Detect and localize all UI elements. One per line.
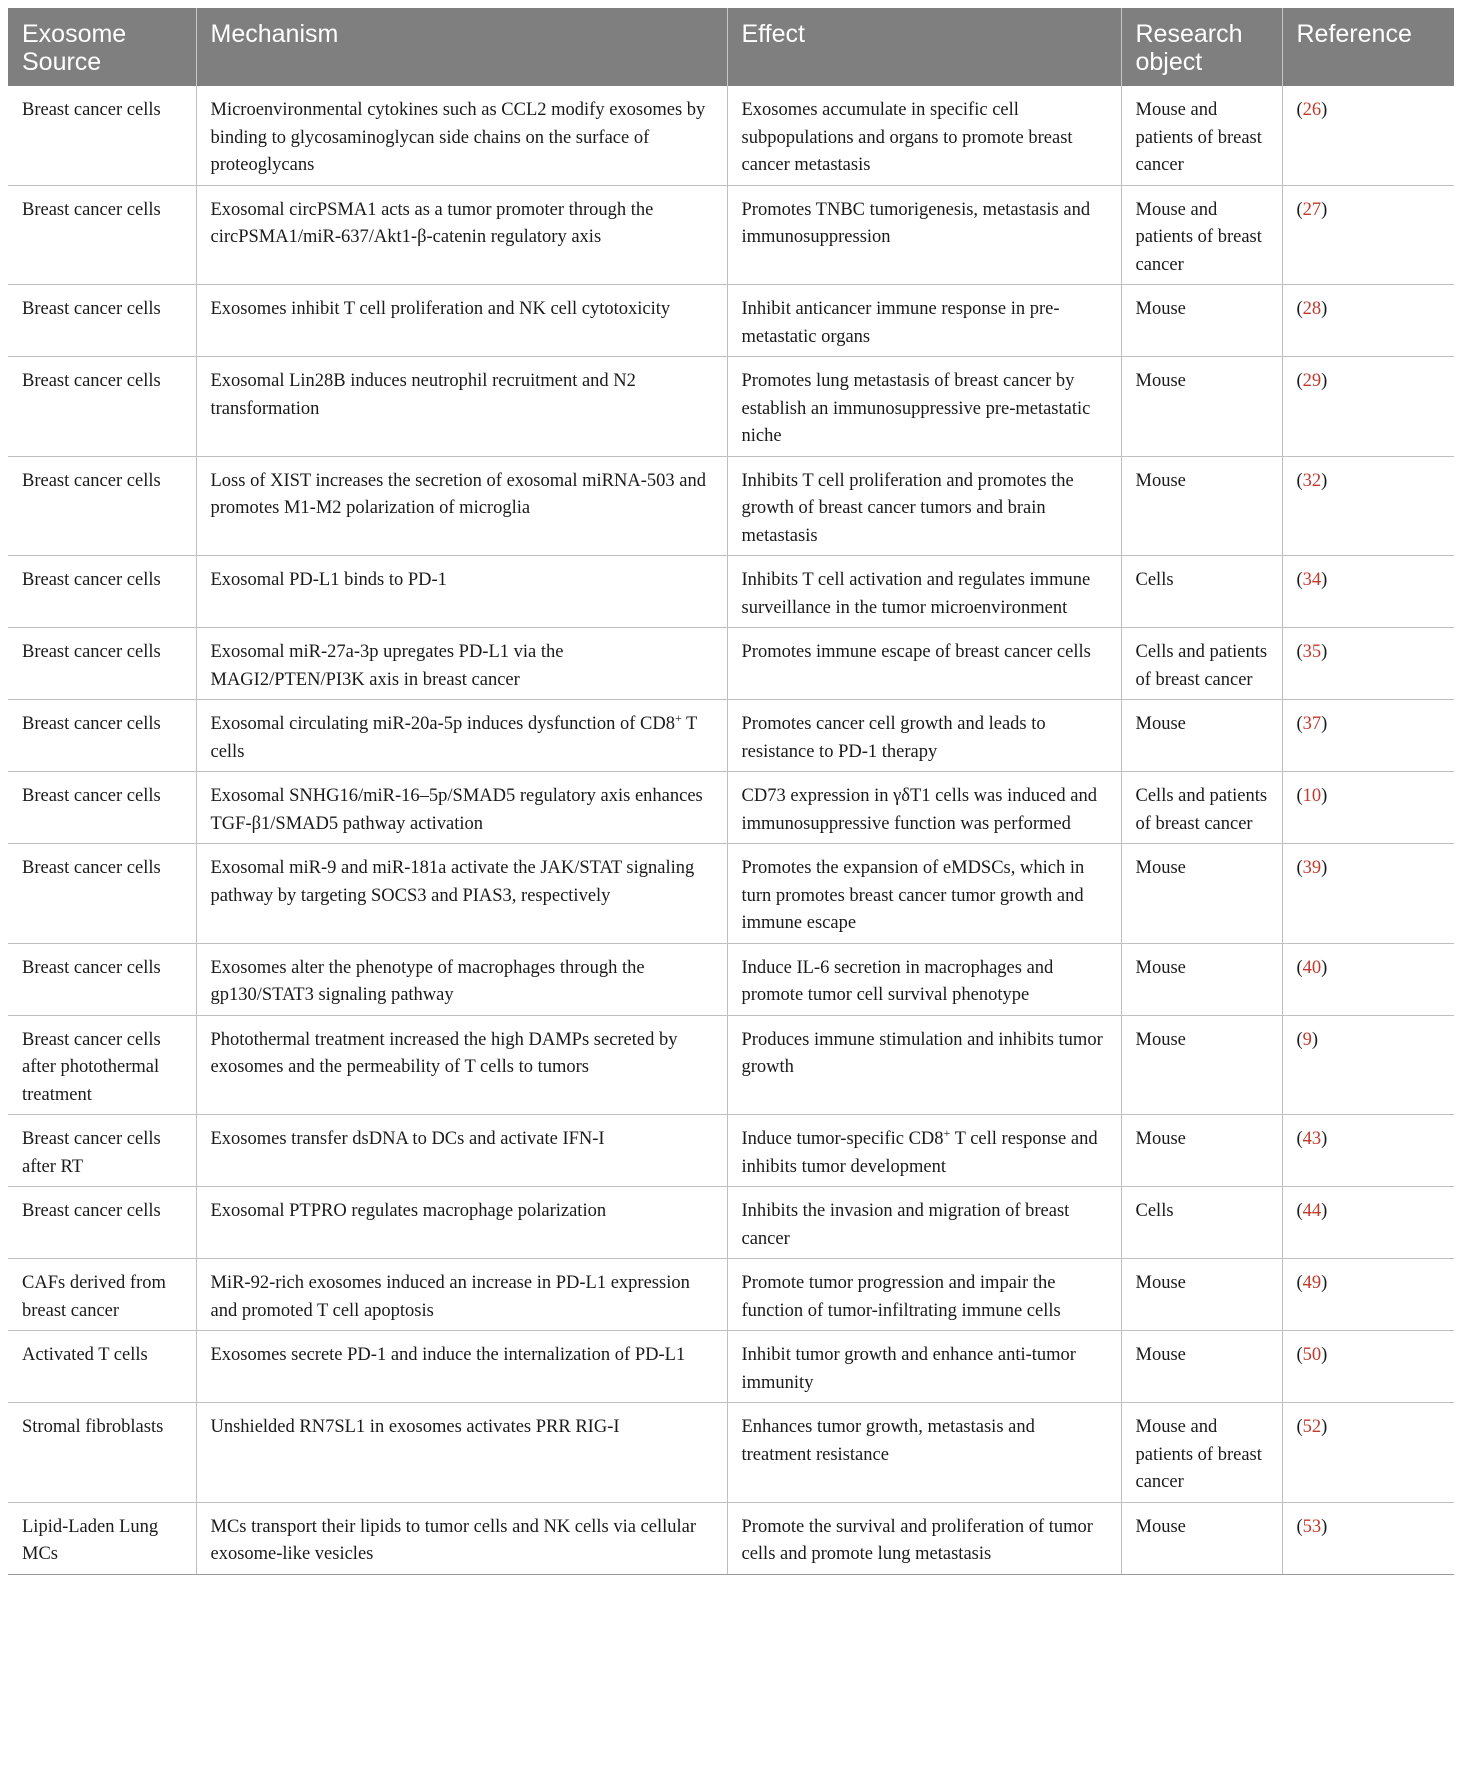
- table-row: [8, 1015, 1454, 1115]
- cell-effect: Inhibit anticancer immune response in pre-metastatic organs: [727, 285, 1121, 357]
- cell-reference: (27): [1282, 185, 1454, 285]
- header-exosome-source: Exosome Source: [8, 8, 196, 86]
- cell-effect: Promote tumor progression and impair the function of tumor-infiltrating immune cells: [727, 1259, 1121, 1331]
- cell-research-object: Cells and patients of breast cancer: [1121, 772, 1282, 844]
- exosome-table: [8, 8, 1454, 1575]
- cell-research-object: Cells and patients of breast cancer: [1121, 628, 1282, 700]
- cell-reference: (39): [1282, 844, 1454, 944]
- table-row: [8, 700, 1454, 772]
- cell-research-object: Mouse and patients of breast cancer: [1121, 1403, 1282, 1503]
- reference-link[interactable]: 27: [1302, 199, 1322, 220]
- cell-mechanism: Exosomal Lin28B induces neutrophil recruitment and N2 transformation: [196, 357, 727, 457]
- header-row: [8, 8, 1454, 86]
- cell-research-object: Mouse: [1121, 1259, 1282, 1331]
- reference-link[interactable]: 40: [1302, 957, 1322, 978]
- cell-effect: [727, 1115, 1121, 1187]
- table-row: [8, 285, 1454, 357]
- cell-source: Activated T cells: [8, 1331, 196, 1403]
- cell-source: Breast cancer cells: [8, 357, 196, 457]
- cell-research-object: Mouse: [1121, 1502, 1282, 1574]
- cell-reference: (9): [1282, 1015, 1454, 1115]
- table-row: [8, 943, 1454, 1015]
- header-reference: Reference: [1282, 8, 1454, 86]
- reference-link[interactable]: 34: [1302, 570, 1322, 590]
- cell-source: Breast cancer cells after RT: [8, 1115, 196, 1187]
- effect-text: Induce tumor-specific CD8: [741, 1129, 944, 1149]
- reference-link[interactable]: 29: [1302, 371, 1322, 391]
- cell-mechanism: MiR-92-rich exosomes induced an increase in PD-L1 expression and promoted T cell apoptosis: [196, 1259, 727, 1331]
- cell-mechanism: Exosomal PD-L1 binds to PD-1: [196, 556, 727, 628]
- table-row: [8, 1259, 1454, 1331]
- table-body: [8, 86, 1454, 1574]
- cell-reference: (49): [1282, 1259, 1454, 1331]
- cell-reference: (29): [1282, 357, 1454, 457]
- superscript-plus: +: [674, 711, 682, 725]
- cell-research-object: Mouse: [1121, 1331, 1282, 1403]
- header-research-object: Research object: [1121, 8, 1282, 86]
- cell-mechanism: Exosomes transfer dsDNA to DCs and activate IFN-I: [196, 1115, 727, 1187]
- cell-research-object: Mouse: [1121, 943, 1282, 1015]
- cell-research-object: Cells: [1121, 1187, 1282, 1259]
- reference-link[interactable]: 32: [1302, 470, 1322, 491]
- table-row: [8, 1115, 1454, 1187]
- table-row: [8, 86, 1454, 185]
- cell-source: Breast cancer cells: [8, 700, 196, 772]
- mechanism-text: Exosomal circulating miR-20a-5p induces dysfunction of CD8: [210, 714, 675, 734]
- cell-source: Breast cancer cells: [8, 844, 196, 944]
- cell-source: Breast cancer cells: [8, 185, 196, 285]
- cell-research-object: Mouse: [1121, 700, 1282, 772]
- cell-reference: (32): [1282, 456, 1454, 556]
- cell-effect: Promotes the expansion of eMDSCs, which in turn promotes breast cancer tumor growth and immune escape: [727, 844, 1121, 944]
- cell-effect: Promotes immune escape of breast cancer cells: [727, 628, 1121, 700]
- cell-research-object: Mouse: [1121, 456, 1282, 556]
- cell-research-object: Mouse and patients of breast cancer: [1121, 185, 1282, 285]
- cell-source: Lipid-Laden Lung MCs: [8, 1502, 196, 1574]
- cell-mechanism: Loss of XIST increases the secretion of exosomal miRNA-503 and promotes M1-M2 polarization of microglia: [196, 456, 727, 556]
- cell-mechanism: Exosomal PTPRO regulates macrophage polarization: [196, 1187, 727, 1259]
- table-row: [8, 1187, 1454, 1259]
- cell-reference: (43): [1282, 1115, 1454, 1187]
- cell-source: Breast cancer cells after photothermal treatment: [8, 1015, 196, 1115]
- table-row: [8, 357, 1454, 457]
- cell-effect: Induce IL-6 secretion in macrophages and promote tumor cell survival phenotype: [727, 943, 1121, 1015]
- cell-mechanism: Exosomes secrete PD-1 and induce the internalization of PD-L1: [196, 1331, 727, 1403]
- cell-reference: (50): [1282, 1331, 1454, 1403]
- header-mechanism: Mechanism: [196, 8, 727, 86]
- cell-effect: Enhances tumor growth, metastasis and treatment resistance: [727, 1403, 1121, 1503]
- reference-link[interactable]: 10: [1302, 786, 1322, 806]
- cell-effect: Promote the survival and proliferation of tumor cells and promote lung metastasis: [727, 1502, 1121, 1574]
- cell-effect: Inhibits T cell activation and regulates immune surveillance in the tumor microenvironment: [727, 556, 1121, 628]
- cell-mechanism: Photothermal treatment increased the high DAMPs secreted by exosomes and the permeability of T cells to tumors: [196, 1015, 727, 1115]
- cell-effect: Produces immune stimulation and inhibits tumor growth: [727, 1015, 1121, 1115]
- table-row: [8, 185, 1454, 285]
- cell-effect: Inhibit tumor growth and enhance anti-tumor immunity: [727, 1331, 1121, 1403]
- table-row: [8, 844, 1454, 944]
- reference-link[interactable]: 52: [1302, 1417, 1322, 1437]
- cell-reference: (40): [1282, 943, 1454, 1015]
- mechanism-text-end: T cells: [210, 714, 698, 762]
- cell-source: Breast cancer cells: [8, 943, 196, 1015]
- table-row: [8, 772, 1454, 844]
- table-row: [8, 1331, 1454, 1403]
- cell-mechanism: Unshielded RN7SL1 in exosomes activates PRR RIG-I: [196, 1403, 727, 1503]
- cell-effect: Promotes TNBC tumorigenesis, metastasis and immunosuppression: [727, 185, 1121, 285]
- reference-link[interactable]: 49: [1302, 1273, 1322, 1293]
- reference-link[interactable]: 26: [1302, 100, 1322, 120]
- cell-source: Breast cancer cells: [8, 628, 196, 700]
- cell-source: Breast cancer cells: [8, 1187, 196, 1259]
- reference-link[interactable]: 28: [1302, 299, 1322, 319]
- cell-reference: (26): [1282, 86, 1454, 185]
- reference-link[interactable]: 9: [1302, 1029, 1312, 1050]
- cell-research-object: Cells: [1121, 556, 1282, 628]
- cell-mechanism: [196, 700, 727, 772]
- cell-source: Breast cancer cells: [8, 556, 196, 628]
- cell-research-object: Mouse: [1121, 357, 1282, 457]
- cell-reference: (35): [1282, 628, 1454, 700]
- cell-mechanism: Exosomal miR-27a-3p upregates PD-L1 via the MAGI2/PTEN/PI3K axis in breast cancer: [196, 628, 727, 700]
- cell-source: Breast cancer cells: [8, 456, 196, 556]
- cell-mechanism: Exosomes alter the phenotype of macrophages through the gp130/STAT3 signaling pathway: [196, 943, 727, 1015]
- cell-reference: (10): [1282, 772, 1454, 844]
- cell-effect: CD73 expression in γδT1 cells was induced and immunosuppressive function was performed: [727, 772, 1121, 844]
- effect-text-end: T cell response and inhibits tumor development: [741, 1129, 1098, 1177]
- table-row: [8, 456, 1454, 556]
- cell-reference: (34): [1282, 556, 1454, 628]
- cell-research-object: Mouse: [1121, 285, 1282, 357]
- table-row: [8, 628, 1454, 700]
- reference-link[interactable]: 37: [1302, 714, 1322, 734]
- table-row: [8, 1403, 1454, 1503]
- cell-mechanism: Exosomes inhibit T cell proliferation and NK cell cytotoxicity: [196, 285, 727, 357]
- cell-mechanism: Exosomal circPSMA1 acts as a tumor promoter through the circPSMA1/miR-637/Akt1-β-catenin regulatory axis: [196, 185, 727, 285]
- cell-reference: (37): [1282, 700, 1454, 772]
- reference-link[interactable]: 39: [1302, 858, 1322, 878]
- cell-reference: (28): [1282, 285, 1454, 357]
- cell-reference: (44): [1282, 1187, 1454, 1259]
- cell-mechanism: MCs transport their lipids to tumor cells and NK cells via cellular exosome-like vesicles: [196, 1502, 727, 1574]
- table-header: [8, 8, 1454, 86]
- cell-research-object: Mouse: [1121, 1015, 1282, 1115]
- cell-mechanism: Exosomal SNHG16/miR-16–5p/SMAD5 regulatory axis enhances TGF-β1/SMAD5 pathway activation: [196, 772, 727, 844]
- table-container: [8, 8, 1454, 1575]
- cell-effect: Inhibits the invasion and migration of breast cancer: [727, 1187, 1121, 1259]
- cell-mechanism: Microenvironmental cytokines such as CCL2 modify exosomes by binding to glycosaminoglycan side chains on the surface of proteoglycans: [196, 86, 727, 185]
- cell-effect: Inhibits T cell proliferation and promotes the growth of breast cancer tumors and brain metastasis: [727, 456, 1121, 556]
- cell-research-object: Mouse and patients of breast cancer: [1121, 86, 1282, 185]
- cell-research-object: Mouse: [1121, 1115, 1282, 1187]
- cell-reference: (53): [1282, 1502, 1454, 1574]
- cell-effect: Exosomes accumulate in specific cell subpopulations and organs to promote breast cancer metastasis: [727, 86, 1121, 185]
- header-effect: Effect: [727, 8, 1121, 86]
- reference-link[interactable]: 35: [1302, 642, 1322, 662]
- cell-source: Breast cancer cells: [8, 86, 196, 185]
- reference-link[interactable]: 43: [1302, 1129, 1322, 1149]
- cell-source: Stromal fibroblasts: [8, 1403, 196, 1503]
- cell-source: Breast cancer cells: [8, 772, 196, 844]
- cell-reference: (52): [1282, 1403, 1454, 1503]
- table-row: [8, 1502, 1454, 1574]
- cell-mechanism: Exosomal miR-9 and miR-181a activate the JAK/STAT signaling pathway by targeting SOCS3 and PIAS3, respectively: [196, 844, 727, 944]
- superscript-plus: +: [943, 1126, 951, 1140]
- cell-source: CAFs derived from breast cancer: [8, 1259, 196, 1331]
- cell-effect: Promotes cancer cell growth and leads to resistance to PD-1 therapy: [727, 700, 1121, 772]
- cell-effect: Promotes lung metastasis of breast cancer by establish an immunosuppressive pre-metastatic niche: [727, 357, 1121, 457]
- cell-research-object: Mouse: [1121, 844, 1282, 944]
- cell-source: Breast cancer cells: [8, 285, 196, 357]
- reference-link[interactable]: 44: [1302, 1201, 1322, 1221]
- reference-link[interactable]: 50: [1302, 1345, 1322, 1365]
- table-row: [8, 556, 1454, 628]
- reference-link[interactable]: 53: [1302, 1516, 1322, 1537]
